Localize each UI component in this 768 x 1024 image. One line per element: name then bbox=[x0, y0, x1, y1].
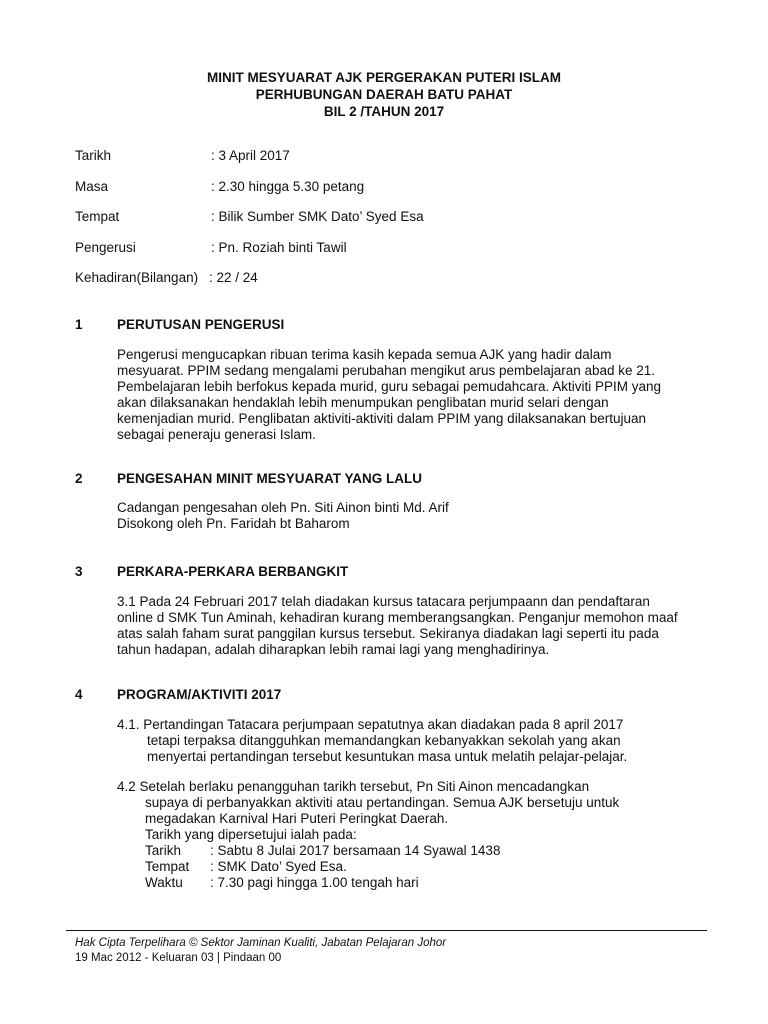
paragraph-line: Tarikh yang dipersetujui ialah pada: bbox=[145, 827, 357, 842]
paragraph-line: akan dilaksanakan hendaklah lebih menumpukan penglibatan murid selari dengan bbox=[117, 395, 609, 410]
info-label: Pengerusi bbox=[75, 240, 136, 255]
document-title-line-2: PERHUBUNGAN DAERAH BATU PAHAT bbox=[255, 87, 513, 102]
section-title: PENGESAHAN MINIT MESYUARAT YANG LALU bbox=[117, 471, 423, 486]
section-title: PERUTUSAN PENGERUSI bbox=[117, 317, 285, 332]
paragraph-line: mesyuarat. PPIM sedang mengalami perubahan mengikut arus pembelajaran abad ke 21. bbox=[117, 363, 656, 378]
section-title: PROGRAM/AKTIVITI 2017 bbox=[117, 687, 282, 702]
footer-copyright: Hak Cipta Terpelihara © Sektor Jaminan Kualiti, Jabatan Pelajaran Johor bbox=[75, 937, 447, 949]
paragraph-line: Pembelajaran lebih berfokus kepada murid, guru sebagai pemudahcara. Aktiviti PPIM yang bbox=[117, 379, 662, 394]
section-number: 1 bbox=[75, 317, 83, 332]
paragraph-line: supaya di perbanyakkan aktiviti atau pertandingan. Semua AJK bersetuju untuk bbox=[145, 795, 620, 810]
footer-version: 19 Mac 2012 - Keluaran 03 | Pindaan 00 bbox=[75, 952, 282, 964]
detail-label: Tempat bbox=[145, 859, 190, 874]
detail-value: : Sabtu 8 Julai 2017 bersamaan 14 Syawal 1438 bbox=[210, 843, 501, 858]
paragraph-line: tahun hadapan, adalah diharapkan lebih ramai lagi yang menghadirinya. bbox=[117, 642, 550, 657]
section-number: 3 bbox=[75, 564, 83, 579]
detail-value: : SMK Dato’ Syed Esa. bbox=[210, 859, 347, 874]
info-value: : Bilik Sumber SMK Dato’ Syed Esa bbox=[211, 209, 424, 224]
paragraph-line: megadakan Karnival Hari Puteri Peringkat Daerah. bbox=[145, 811, 449, 826]
detail-label: Waktu bbox=[145, 875, 183, 890]
footer-divider bbox=[66, 930, 707, 931]
info-value: : Pn. Roziah binti Tawil bbox=[211, 240, 347, 255]
paragraph-line: sebagai peneraju generasi Islam. bbox=[117, 427, 316, 442]
info-value: : 22 / 24 bbox=[209, 270, 258, 285]
info-value: : 2.30 hingga 5.30 petang bbox=[211, 179, 365, 194]
paragraph-line: menyertai pertandingan tersebut kesuntukan masa untuk melatih pelajar-pelajar. bbox=[147, 749, 628, 764]
section-title: PERKARA-PERKARA BERBANGKIT bbox=[117, 564, 349, 579]
info-label: Masa bbox=[75, 179, 109, 194]
paragraph-line: Pengerusi mengucapkan ribuan terima kasih kepada semua AJK yang hadir dalam bbox=[117, 347, 612, 362]
detail-value: : 7.30 pagi hingga 1.00 tengah hari bbox=[210, 875, 419, 890]
info-value: : 3 April 2017 bbox=[211, 148, 290, 163]
info-label: Tempat bbox=[75, 209, 120, 224]
document-title-line-1: MINIT MESYUARAT AJK PERGERAKAN PUTERI ISLAM bbox=[206, 70, 561, 85]
document-title-line-3: BIL 2 /TAHUN 2017 bbox=[323, 104, 445, 119]
paragraph-line: atas salah faham surat panggilan kursus tersebut. Sekiranya diadakan lagi seperti itu pada bbox=[117, 626, 659, 641]
section-number: 2 bbox=[75, 471, 83, 486]
paragraph-line: Cadangan pengesahan oleh Pn. Siti Ainon binti Md. Arif bbox=[117, 500, 449, 515]
paragraph-line: 4.1. Pertandingan Tatacara perjumpaan sepatutnya akan diadakan pada 8 april 2017 bbox=[117, 717, 624, 732]
section-number: 4 bbox=[75, 687, 83, 702]
info-label: Tarikh bbox=[75, 148, 112, 163]
detail-label: Tarikh bbox=[145, 843, 182, 858]
paragraph-line: tetapi terpaksa ditangguhkan memandangkan kebanyakkan sekolah yang akan bbox=[147, 733, 621, 748]
paragraph-line: online d SMK Tun Aminah, kehadiran kurang memberangsangkan. Penganjur memohon maaf bbox=[117, 610, 678, 625]
paragraph-line: 4.2 Setelah berlaku penangguhan tarikh tersebut, Pn Siti Ainon mencadangkan bbox=[117, 779, 590, 794]
paragraph-line: kemenjadian murid. Penglibatan aktiviti-aktiviti dalam PPIM yang dilaksanakan bertujuan bbox=[117, 411, 647, 426]
paragraph-line: Disokong oleh Pn. Faridah bt Baharom bbox=[117, 516, 350, 531]
paragraph-line: 3.1 Pada 24 Februari 2017 telah diadakan kursus tatacara perjumpaann dan pendaftaran bbox=[117, 594, 650, 609]
info-label: Kehadiran(Bilangan) bbox=[75, 270, 199, 285]
